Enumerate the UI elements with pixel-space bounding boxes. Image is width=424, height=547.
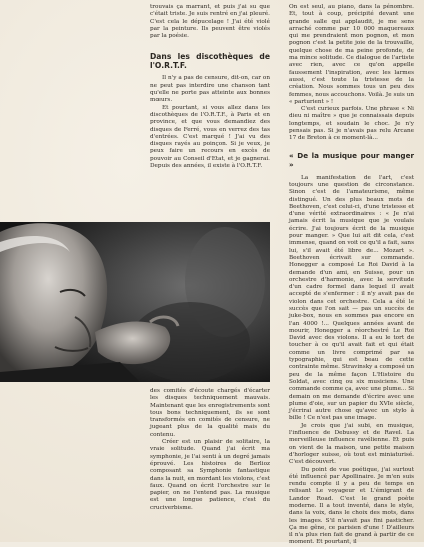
paragraph: des comités d'écoute chargés d'écarter les disques techniquement mauvais. Maintenant que les enregistrements sont tous bons techniquement, ils se sont transformés en comités de censure, ne jugeant plus de la qualité mais du contenu. — [150, 388, 270, 438]
paragraph: Je crois que j'ai subi, en musique, l'influence de Debussy et de Ravel. La merveilleuse influence ravélienne. Et puis on vient de la maison, une petite maison d'horloger suisse, où tout est miniaturisé. C'est découvert. — [289, 422, 414, 466]
portrait-photo — [0, 222, 270, 382]
paragraph: On est seul, au piano, dans la pénombre. Et, tout à coup, précipité devant une grande salle qui applaudit, je me sens arraché comme par 10 000 maquereaux qui me prendraient mon pognon, et mon pognon c'est la petite joie de la trouvaille, quelque chose de ma peine profonde, de ma mince solitude. Ce dialogue de l'artiste avec rien, avec ce qu'on appelle faussement l'inspiration, avec les larmes aussi, c'est toute la tristesse de la création. Nous sommes tous un peu des femmes, nous accouchons. Voilà. Je suis un « parturient » ! — [289, 4, 414, 105]
section-heading-discotheques: Dans les discothèques de l'O.R.T.F. — [150, 52, 270, 71]
paragraph: Créer est un plaisir de solitaire, la vraie solitude. Quand j'ai écrit ma symphonie, je l'ai senti à un degré jamais éprouvé. Les histoires de Berlioz composant sa Symphonie fantastique dans la nuit, en mordant les violons, c'est faux. Quand on écrit l'orchestre sur le papier, on ne l'entend pas. La musique est une longue patience, c'est du cruciverbisme. — [150, 439, 270, 511]
paragraph: Il n'y a pas de censure, dit-on, car on ne peut pas interdire une chanson tant qu'elle ne porte pas atteinte aux bonnes mœurs. — [150, 75, 270, 104]
paragraph: Et pourtant, si vous allez dans les discothèques de l'O.R.T.F., à Paris et en province, et que vous demandiez des disques de Ferré, vous en verrez des tas d'entrées. C'est marqué ! J'ai vu des disques rayés au poinçon. Si je veux, je peux faire un recours en excès de pouvoir au Conseil d'Etat, et je gagnerai. Depuis des années, il existe à l'O.R.T.F. — [150, 104, 270, 170]
left-column-bottom — [150, 388, 270, 512]
left-column-top — [150, 4, 270, 170]
intro-paragraph: trouvais ça marrant, et puis j'ai su que c'était triste. Je suis rentré en j'ai pleuré. C'est cela le dépucelage ! J'ai été violé par la peinture. Ils peuvent être violés par la poésie. — [150, 4, 270, 40]
right-column — [289, 4, 414, 547]
paragraph: C'est curieux parfois. Une phrase « Ni dieu ni maître » que je connaissais depuis longtemps, et soudain le choc. Je n'y pensais pas. Si je n'avais pas relu Arcane 17 de Breton à ce moment-là... — [289, 106, 414, 142]
paragraph: Du point de vue poétique, j'ai surtout été influencé par Apollinaire. Je m'en suis rendu compte il y a peu de temps en relisant Le voyageur et L'émigrant de Landor Road. C'est le grand poète moderne. Il a tout inventé, dans le style, dans la voix, dans le choix des mots, dans les images. S'il n'avait pas fini pasticher. Ça me gêne, ce parisien d'une ! D'ailleurs il n'a plus rien fait de grand à partir de ce moment. Et pourtant, il — [289, 466, 414, 546]
section-heading-musique: « De la musique pour manger » — [289, 150, 414, 169]
portrait-photo-image — [0, 222, 270, 382]
paragraph: La manifestation de l'art, c'est toujours une question de circonstance. Sinon c'est de l'amateurisme, même distingué. Un des plus beaux mots de Beethoven, c'est celui-ci, d'une tristesse et d'une vérité extraordinaires : « Je n'ai jamais écrit la musique que je voulais écrire. J'ai toujours écrit de la musique pour manger. » Que lui ait dit cela, c'est immense, quand on voit ce qu'il a fait, sans lui, s'il avait été libre de... Mozart ». Beethoven écrivait sur commande. Honegger a composé Le Roi David à la demande d'un ami, en Suisse, pour un orchestre d'harmonie, avec la servitude d'un cadre formel dans lequel il avait accepté de s'enfermer : il n'y avait pas de violon dans cet orchestre. Cela a été le succès que l'on sait — pas un succès de juke-box, nous en sommes pas encore en l'an 4000 !... Quelques années avant de mourir, Honegger a réorchestré Le Roi David avec des violons. Il a eu le tort de toucher à ce qu'il avait fait et qui était comme un livre comprimé par sa typographie, qui est beau de cette contrainte même. Stravinsky a composé un peu de la même façon L'Histoire du Soldat, avec cinq ou six musiciens. Une commande comme ça, avec une plume... Si demain on me demande d'écrire avec une plume d'oie, sur un papier du XVIe siècle, j'écrirai autre chose qu'avec un stylo à bille ! Ce n'est pas une image. — [289, 174, 414, 422]
